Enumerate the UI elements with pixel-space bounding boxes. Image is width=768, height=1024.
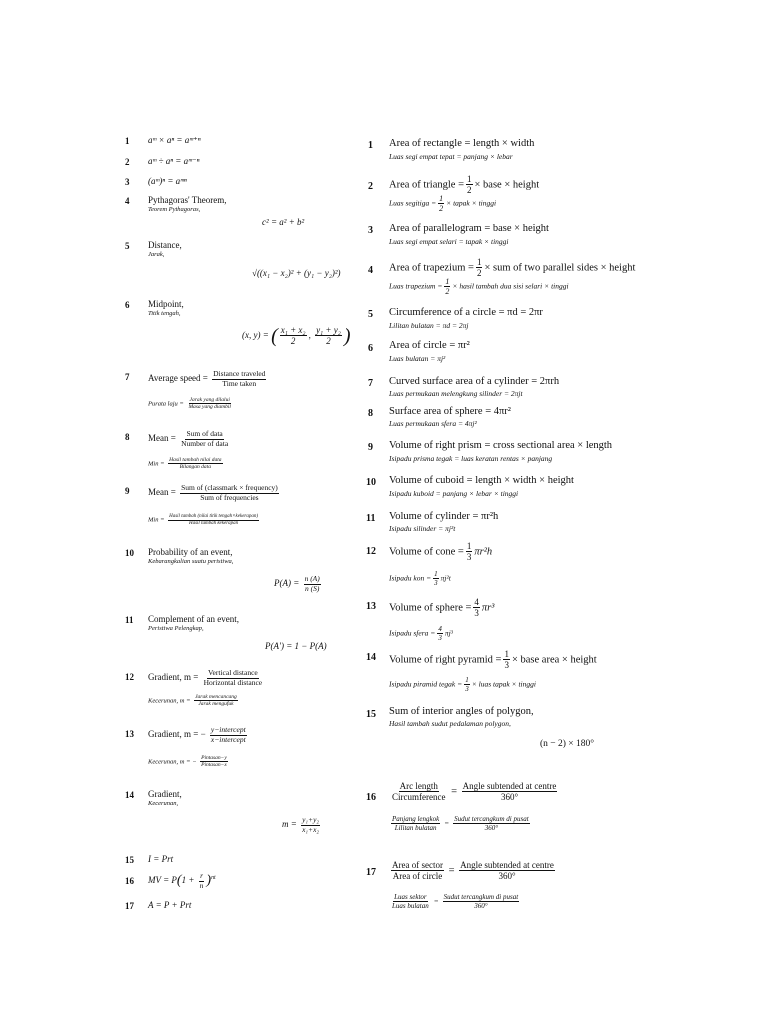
- formula-gradient-points: m = $\frac{\text{y₁+y₂}}{\text{x₁+x₂}}$: [282, 815, 320, 834]
- volume-pyramid-formula: Volume of right pyramid = $\frac{1}{3}$ × base area × height: [389, 649, 597, 671]
- volume-cuboid-formula: Volume of cuboid = length × width × height: [389, 475, 574, 486]
- formula-gradient-distance-malay: Kecerunan, m = $\frac{\text{Jarak mencancang}}{\text{Jarak mengufuk}}$: [148, 694, 237, 708]
- gradient-label-malay: Kecerunan,: [148, 800, 179, 807]
- item-number: 3: [125, 177, 130, 187]
- formula-total-amount: A = P + Prt: [148, 900, 192, 910]
- formula-pythagoras: c² = a² + b²: [262, 217, 305, 227]
- volume-cylinder-formula: Volume of cylinder = πr²h: [389, 511, 499, 522]
- item-number: 5: [368, 309, 373, 320]
- item-number: 8: [368, 408, 373, 419]
- area-trapezium-formula-malay: Luas trapezium = $\frac{1}{2}$ × hasil tambah dua sisi selari × tinggi: [389, 277, 569, 297]
- area-parallelogram-formula-malay: Luas segi empat selari = tapak × tinggi: [389, 237, 509, 246]
- item-number: 7: [368, 378, 373, 389]
- volume-cone-formula: Volume of cone = $\frac{1}{3}$ πr²h: [389, 541, 493, 563]
- item-number: 1: [125, 136, 130, 146]
- formula-average-speed: Average speed = $\frac{\text{Distance traveled}}{\text{Time taken}}$: [148, 369, 266, 388]
- formula-mean: Mean = $\frac{\text{Sum of data}}{\text{Number of data}}$: [148, 429, 229, 448]
- item-number: 6: [125, 300, 130, 310]
- item-number: 12: [366, 546, 376, 557]
- surface-sphere-formula-malay: Luas permukaan sfera = 4πj²: [389, 419, 477, 428]
- formula-arc-length: $\frac{\text{Arc length}}{\text{Circumference}}$ = $\frac{\text{Angle subtended at centre}}{360^\circ}$: [392, 781, 557, 803]
- formula-power-of-power: (aᵐ)ⁿ = aᵐⁿ: [148, 176, 187, 186]
- complement-label-malay: Peristiwa Pelengkap,: [148, 625, 204, 632]
- formula-sector-area-malay: $\frac{\text{Luas sektor}}{\text{Luas bulatan}}$ = $\frac{\text{Sudut tercangkum di pusat}}{360^\circ}$: [392, 893, 519, 911]
- pythagoras-label-malay: Teorem Pythagoras,: [148, 206, 201, 213]
- formula-sector-area: $\frac{\text{Area of sector}}{\text{Area of circle}}$ = $\frac{\text{Angle subtended at centre}}{360^\circ}$: [392, 860, 554, 882]
- volume-cone-formula-malay: Isipadu kon = $\frac{1}{3}$ πj²t: [389, 570, 451, 588]
- item-number: 11: [125, 615, 134, 625]
- item-number: 13: [125, 729, 134, 739]
- formula-interior-angles: (n − 2) × 180°: [540, 739, 595, 749]
- formula-mean-grouped: Mean = $\frac{\text{Sum of (classmark × frequency)}}{\text{Sum of frequencies}}$: [148, 483, 278, 502]
- distance-label-malay: Jarak,: [148, 251, 165, 258]
- item-number: 2: [368, 181, 373, 192]
- volume-prism-formula-malay: Isipadu prisma tegak = luas keratan rentas × panjang: [389, 454, 553, 463]
- midpoint-label-malay: Titik tengah,: [148, 310, 181, 317]
- interior-angles-label: Sum of interior angles of polygon,: [389, 706, 534, 717]
- area-parallelogram-formula: Area of parallelogram = base × height: [389, 223, 549, 234]
- pythagoras-label: Pythagoras' Theorem,: [148, 195, 227, 205]
- surface-sphere-formula: Surface area of sphere = 4πr²: [389, 406, 511, 417]
- circumference-formula-malay: Lilitan bulatan = πd = 2πj: [389, 321, 469, 330]
- midpoint-label: Midpoint,: [148, 299, 184, 309]
- area-rectangle-formula: Area of rectangle = length × width: [389, 138, 535, 149]
- item-number: 13: [366, 601, 376, 612]
- volume-prism-formula: Volume of right prism = cross sectional area × length: [389, 440, 613, 451]
- formula-compound-interest: MV = P(1 + $\frac{r}{n}$ )$^{nt}$: [148, 871, 216, 890]
- item-number: 1: [368, 140, 373, 151]
- area-trapezium-formula: Area of trapezium = $\frac{1}{2}$ × sum of two parallel sides × height: [389, 257, 636, 279]
- formula-gradient-distance: Gradient, m = $\frac{\text{Vertical distance}}{\text{Horizontal distance}}$: [148, 668, 263, 687]
- volume-sphere-formula-malay: Isipadu sfera = $\frac{4}{3}$ πj³: [389, 625, 453, 643]
- volume-cylinder-formula-malay: Isipadu silinder = πj²t: [389, 524, 456, 533]
- formula-mean-grouped-malay: Min = $\frac{\text{Hasil tambah (nilai titik tengah×kekerapan)}}{\text{Hasil tambah kekerapan}}$: [148, 514, 259, 526]
- item-number: 14: [366, 652, 376, 663]
- formula-probability: P(A) = $\frac{n (A)}{n (S)}$: [274, 574, 320, 593]
- interior-angles-label-malay: Hasil tambah sudut pedalaman polygon,: [389, 719, 511, 728]
- formula-exponent-divide: aᵐ ÷ aⁿ = aᵐ⁻ⁿ: [148, 156, 200, 166]
- formula-mean-malay: Min = $\frac{\text{Hasil tambah nilai data}}{\text{Bilangan data}}$: [148, 457, 222, 471]
- probability-label-malay: Kebarangkalian suatu peristiwa,: [148, 558, 234, 565]
- formula-distance: √((x₁ − x₂)² + (y₁ − y₂)²): [252, 268, 341, 278]
- area-triangle-formula-malay: Luas segitiga = $\frac{1}{2}$ × tapak × tinggi: [389, 194, 497, 214]
- item-number: 17: [366, 867, 376, 878]
- formula-gradient-intercept: Gradient, m = − $\frac{\text{y−intercept}}{\text{x−intercept}}$: [148, 725, 246, 744]
- item-number: 12: [125, 672, 134, 682]
- item-number: 17: [125, 901, 134, 911]
- item-number: 8: [125, 432, 130, 442]
- distance-label: Distance,: [148, 240, 182, 250]
- volume-cuboid-formula-malay: Isipadu kuboid = panjang × lebar × tinggi: [389, 489, 519, 498]
- item-number: 16: [366, 792, 376, 803]
- item-number: 15: [125, 855, 134, 865]
- item-number: 3: [368, 225, 373, 236]
- formula-gradient-intercept-malay: Kecerunan, m = − $\frac{\text{Pintasan−y}}{\text{Pintasan−x}}$: [148, 755, 227, 769]
- item-number: 9: [125, 486, 130, 496]
- probability-label: Probability of an event,: [148, 547, 233, 557]
- item-number: 11: [366, 513, 376, 524]
- item-number: 6: [368, 343, 373, 354]
- item-number: 5: [125, 241, 130, 251]
- area-triangle-formula: Area of triangle = $\frac{1}{2}$ × base × height: [389, 174, 540, 196]
- formula-complement: P(A′) = 1 − P(A): [265, 641, 327, 651]
- item-number: 10: [125, 548, 134, 558]
- area-rectangle-formula-malay: Luas segi empat tepat = panjang × lebar: [389, 152, 513, 161]
- area-circle-formula-malay: Luas bulatan = πj²: [389, 354, 446, 363]
- item-number: 15: [366, 709, 376, 720]
- volume-pyramid-formula-malay: Isipadu piramid tegak = $\frac{1}{3}$ × luas tapak × tinggi: [389, 676, 536, 694]
- formula-average-speed-malay: Purata laju = $\frac{\text{Jarak yang dilalui}}{\text{Masa yang diambil}}$: [148, 397, 231, 411]
- item-number: 2: [125, 157, 130, 167]
- formula-arc-length-malay: $\frac{\text{Panjang lengkok}}{\text{Lilitan bulatan}}$ = $\frac{\text{Sudut tercangkum di pusat}}{360^\circ}$: [392, 815, 529, 833]
- area-circle-formula: Area of circle = πr²: [389, 340, 470, 351]
- curved-surface-cylinder-formula-malay: Luas permukaan melengkung silinder = 2πjt: [389, 389, 523, 398]
- item-number: 9: [368, 442, 373, 453]
- item-number: 7: [125, 372, 130, 382]
- item-number: 16: [125, 876, 134, 886]
- formula-midpoint: (x, y) = ( $\frac{\text{x₁ + x₂}}{2}$ , $\frac{\text{y₁ + y₂}}{2}$ ): [242, 324, 351, 347]
- volume-sphere-formula: Volume of sphere = $\frac{4}{3}$ πr³: [389, 597, 495, 619]
- item-number: 4: [125, 196, 130, 206]
- gradient-label: Gradient,: [148, 789, 182, 799]
- item-number: 10: [366, 477, 376, 488]
- circumference-formula: Circumference of a circle = πd = 2πr: [389, 307, 543, 318]
- curved-surface-cylinder-formula: Curved surface area of a cylinder = 2πrh: [389, 376, 560, 387]
- formula-exponent-multiply: aᵐ × aⁿ = aᵐ⁺ⁿ: [148, 135, 201, 145]
- item-number: 4: [368, 265, 373, 276]
- formula-simple-interest: I = Prt: [148, 854, 174, 864]
- complement-label: Complement of an event,: [148, 614, 239, 624]
- item-number: 14: [125, 790, 134, 800]
